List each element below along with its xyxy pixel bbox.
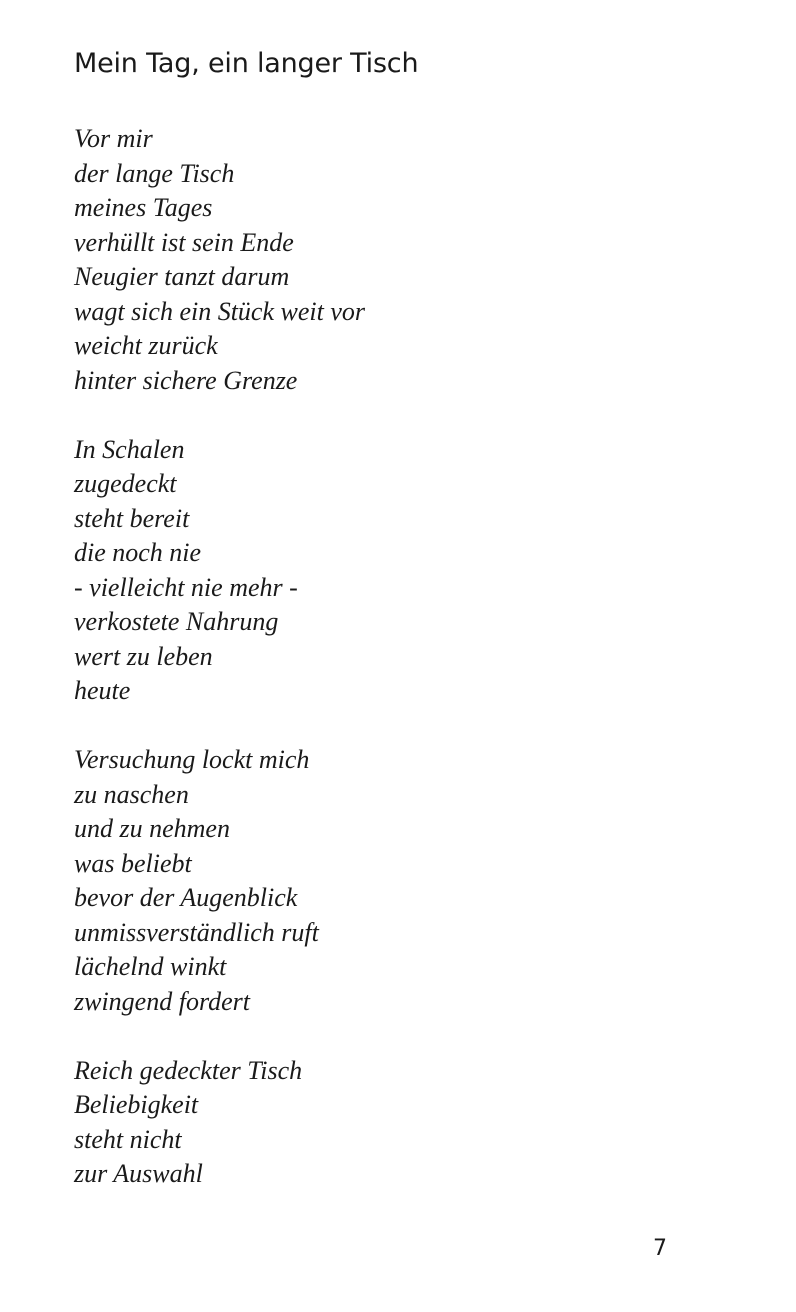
poem-line: steht bereit [74,503,190,533]
poem-line: wert zu leben [74,641,213,671]
poem-body [74,122,365,1226]
poem-line: bevor der Augenblick [74,883,298,912]
poem-line: zu naschen [74,779,189,809]
poem-line: In Schalen [74,434,185,464]
poem-line: Vor mir [74,124,153,153]
poem-line: wagt sich ein Stück weit vor [74,296,366,326]
poem-line: hinter sichere Grenze [74,365,298,395]
poem-line: weicht zurück [74,331,218,360]
poem-line: verkostete Nahrung [74,607,279,636]
poem-line: zur Auswahl [74,1159,203,1188]
stanza-4 [74,1054,365,1192]
poem-line: unmissverständlich ruft [74,917,319,947]
poem-line: was beliebt [74,848,192,878]
poem-line: zugedeckt [74,469,177,498]
poem-line: steht nicht [74,1124,182,1154]
poem-line: Versuchung lockt mich [74,745,310,774]
stanza-2 [74,433,365,709]
poem-title: Mein Tag, ein langer Tisch [74,48,419,79]
poem-line: verhüllt ist sein Ende [74,227,294,257]
poem-line: der lange Tisch [74,158,235,188]
poem-line: Beliebigkeit [74,1090,199,1119]
poem-line: meines Tages [74,193,213,222]
poem-line: Neugier tanzt darum [74,262,290,291]
poem-line: - vielleicht nie mehr - [74,572,298,602]
poem-line: heute [74,676,131,705]
page-number: 7 [653,1236,667,1261]
stanza-1 [74,122,365,398]
poem-line: Reich gedeckter Tisch [74,1055,303,1085]
poem-line: und zu nehmen [74,814,230,843]
poem-line: die noch nie [74,538,202,567]
poem-line: zwingend fordert [74,986,250,1016]
stanza-3 [74,743,365,1019]
poem-line: lächelnd winkt [74,952,227,981]
